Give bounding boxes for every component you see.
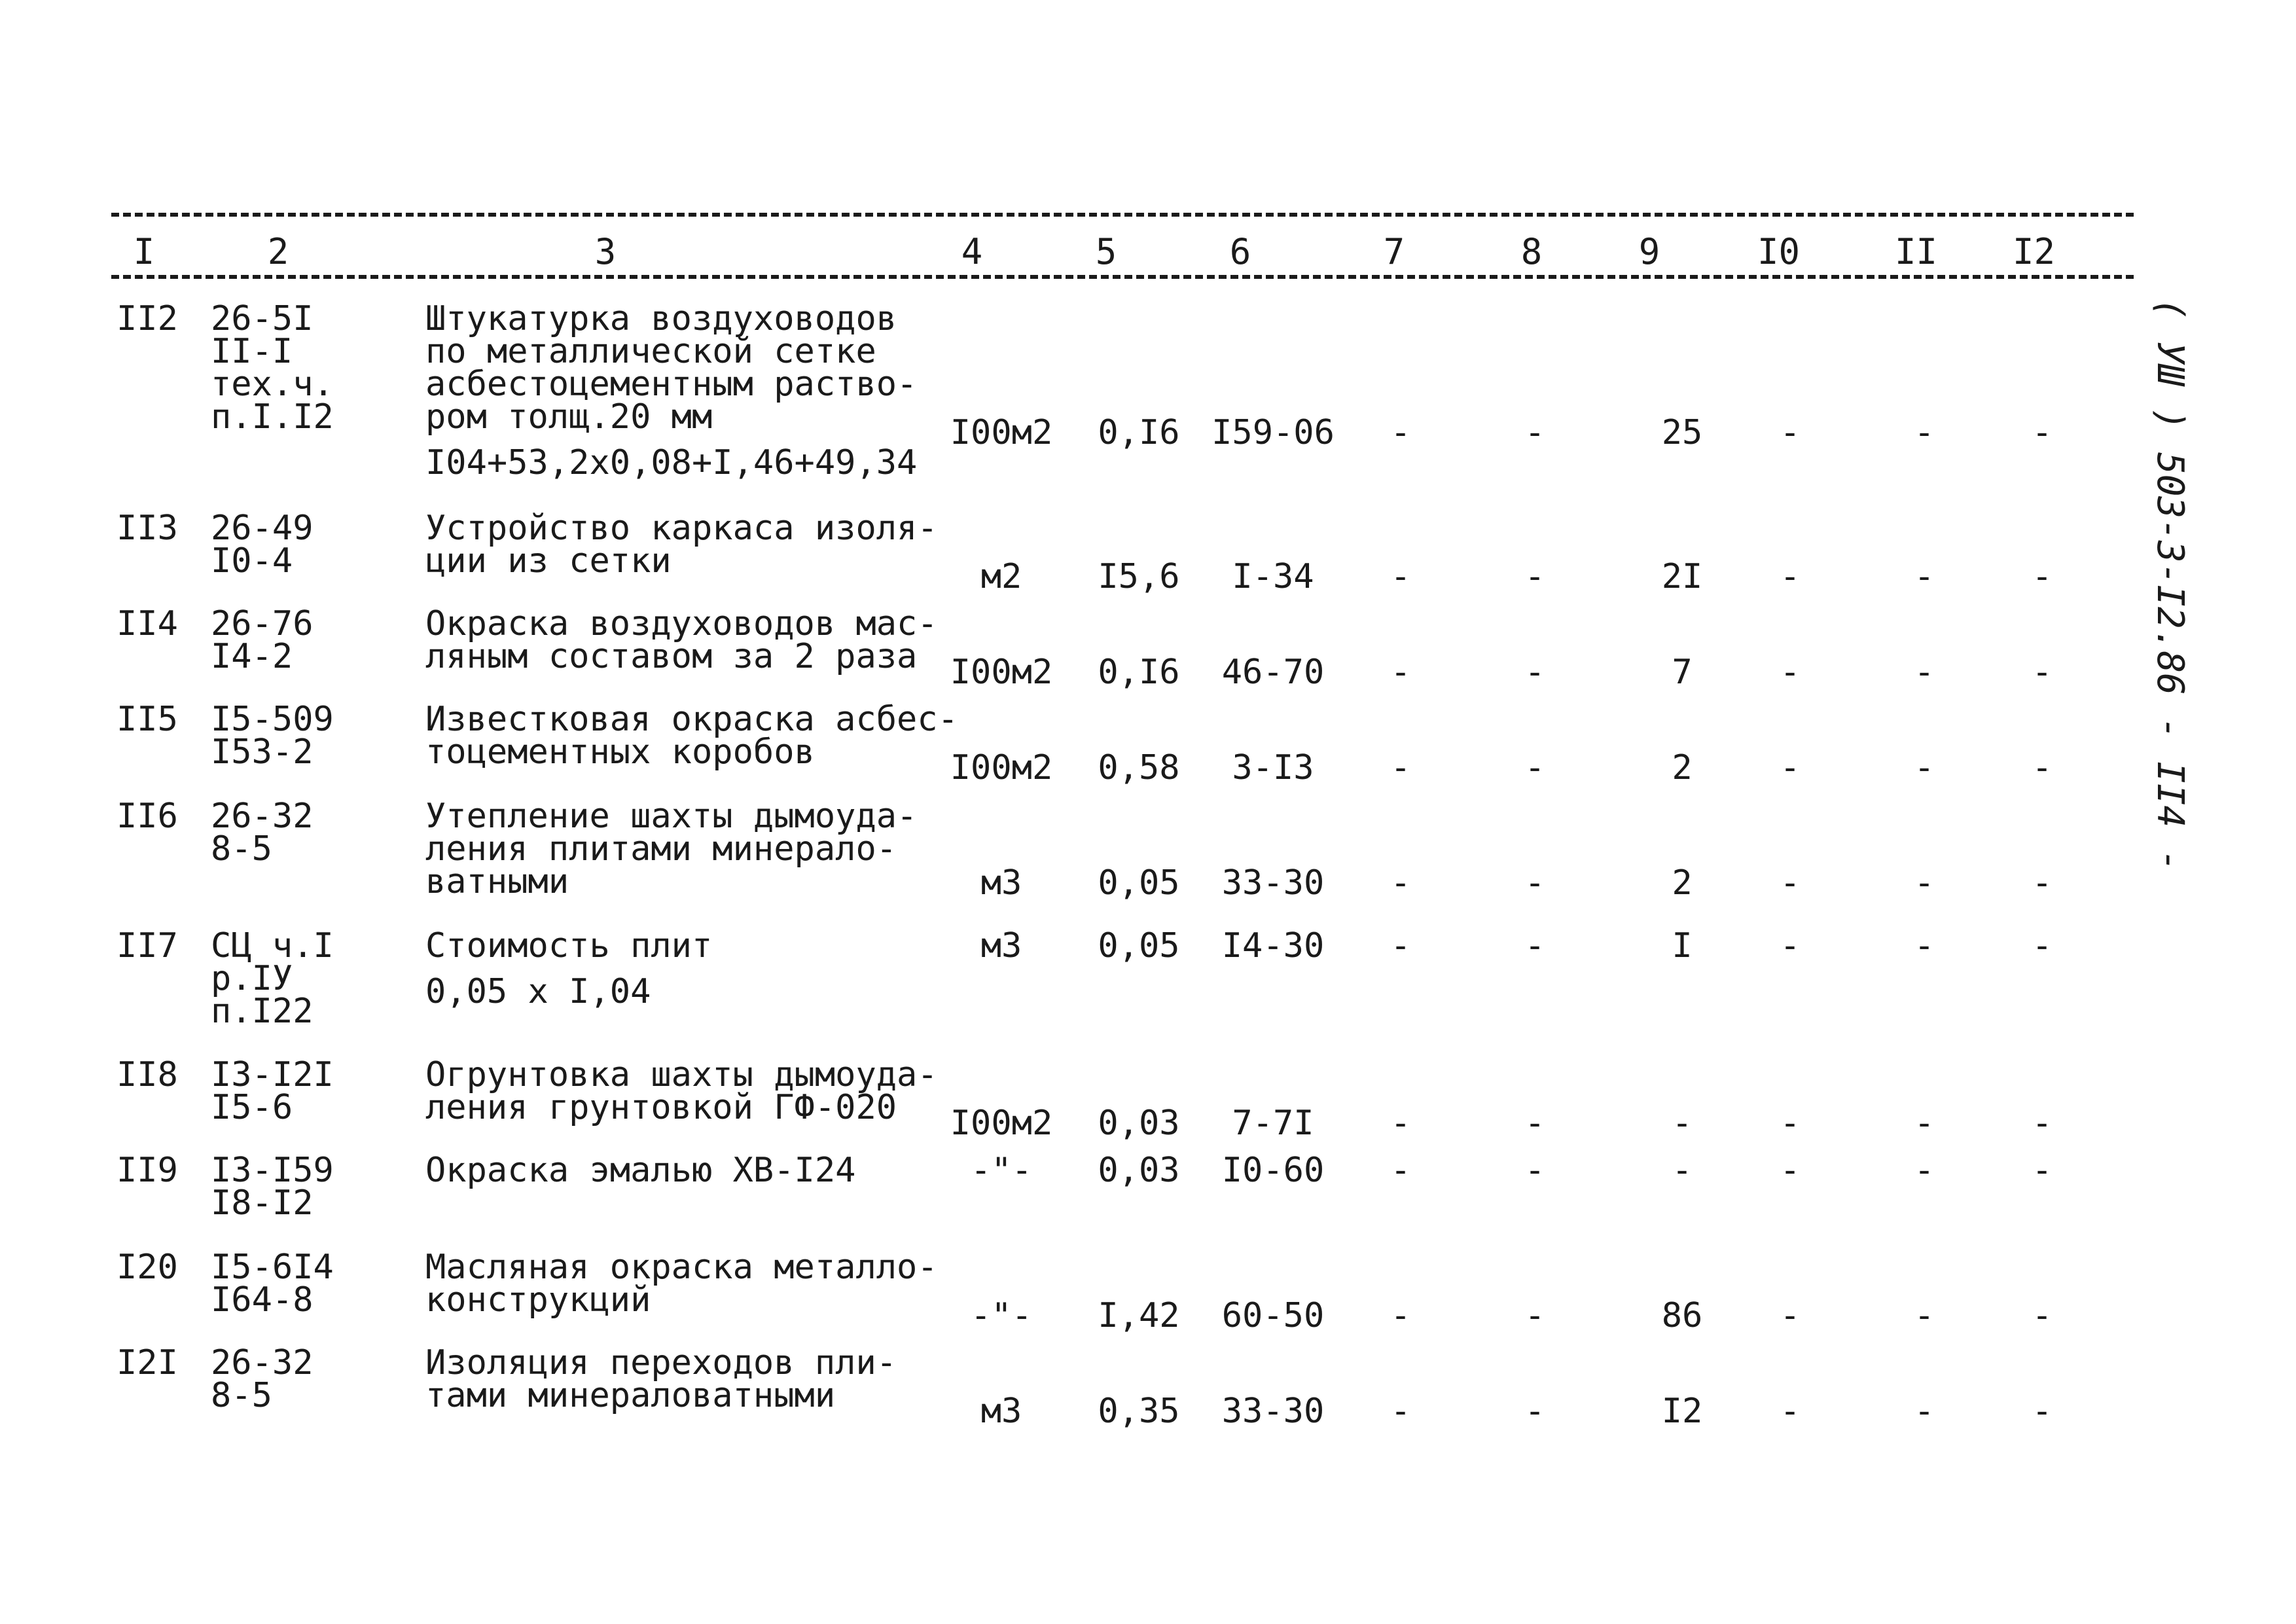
cell-desc: Штукатурка воздуховодов по металлической сетке асбестоцементным раство- ром толщ.20 мм	[425, 299, 918, 437]
cell-c9: 2I	[1661, 557, 1703, 596]
cell-price: 7-7I	[1232, 1104, 1314, 1143]
cell-price: 46-70	[1221, 653, 1325, 692]
cell-unit: м3	[980, 1392, 1022, 1431]
header-col-10: I0	[1757, 231, 1801, 272]
cell-code: 26-32 8-5	[211, 1343, 314, 1415]
cell-qty: 0,03	[1098, 1104, 1180, 1143]
cell-c7: -	[1390, 413, 1411, 452]
header-col-6: 6	[1229, 231, 1251, 272]
cell-c12: -	[2032, 748, 2053, 787]
header-col-5: 5	[1095, 231, 1117, 272]
cell-c9: I2	[1661, 1392, 1703, 1431]
cell-n: II7	[117, 926, 178, 965]
cell-c11: -	[1914, 1392, 1935, 1431]
cell-code: 26-49 I0-4	[211, 509, 314, 581]
cell-price: I-34	[1232, 557, 1314, 596]
cell-c7: -	[1390, 926, 1411, 965]
cell-c11: -	[1914, 413, 1935, 452]
cell-c12: -	[2032, 413, 2053, 452]
cell-c10: -	[1780, 863, 1801, 903]
cell-unit: I00м2	[950, 748, 1053, 787]
cell-c8: -	[1524, 748, 1545, 787]
cell-price: 3-I3	[1232, 748, 1314, 787]
cell-c8: -	[1524, 1151, 1545, 1190]
cell-unit: I00м2	[950, 1104, 1053, 1143]
cell-c8: -	[1524, 863, 1545, 903]
cell-n: II9	[117, 1151, 178, 1190]
cell-c7: -	[1390, 1392, 1411, 1431]
cell-desc: Окраска эмалью ХВ-I24	[425, 1151, 856, 1190]
header-col-2: 2	[267, 231, 289, 272]
cell-c10: -	[1780, 413, 1801, 452]
cell-calc: 0,05 х I,04	[425, 972, 651, 1011]
cell-c8: -	[1524, 413, 1545, 452]
header-col-9: 9	[1638, 231, 1660, 272]
cell-desc: Масляная окраска металло- конструкций	[425, 1248, 938, 1320]
header-col-1: I	[133, 231, 155, 272]
cell-c11: -	[1914, 1151, 1935, 1190]
cell-c9: -	[1672, 1151, 1693, 1190]
header-rule	[111, 275, 2134, 279]
cell-qty: 0,58	[1098, 748, 1180, 787]
cell-calc: I04+53,2х0,08+I,46+49,34	[425, 443, 918, 482]
cell-c11: -	[1914, 1104, 1935, 1143]
cell-code: СЦ ч.I р.IУ п.I22	[211, 926, 334, 1031]
cell-c8: -	[1524, 1392, 1545, 1431]
top-rule	[111, 213, 2134, 217]
cell-c7: -	[1390, 748, 1411, 787]
cell-code: I5-6I4 I64-8	[211, 1248, 334, 1320]
cell-c9: 2	[1672, 863, 1693, 903]
cell-c8: -	[1524, 557, 1545, 596]
cell-unit: м3	[980, 926, 1022, 965]
header-col-3: 3	[594, 231, 617, 272]
cell-unit: -"-	[971, 1151, 1032, 1190]
side-stamp: ( УШ ) 503-3-I2.86 - II4 -	[2149, 298, 2191, 872]
cell-n: II6	[117, 797, 178, 836]
cell-c10: -	[1780, 1296, 1801, 1335]
cell-n: II2	[117, 299, 178, 338]
cell-qty: I5,6	[1098, 557, 1180, 596]
header-col-11: II	[1895, 231, 1938, 272]
cell-code: 26-5I II-I тех.ч. п.I.I2	[211, 299, 334, 437]
header-col-8: 8	[1520, 231, 1543, 272]
cell-c7: -	[1390, 1151, 1411, 1190]
cell-c10: -	[1780, 748, 1801, 787]
cell-desc: Известковая окраска асбес- тоцементных коробов	[425, 700, 958, 772]
cell-c12: -	[2032, 863, 2053, 903]
cell-n: II8	[117, 1055, 178, 1094]
cell-price: I0-60	[1221, 1151, 1325, 1190]
header-col-12: I2	[2013, 231, 2056, 272]
cell-c11: -	[1914, 863, 1935, 903]
header-col-7: 7	[1383, 231, 1405, 272]
cell-c11: -	[1914, 557, 1935, 596]
cell-desc: Изоляция переходов пли- тами минераловатными	[425, 1343, 897, 1415]
cell-qty: 0,03	[1098, 1151, 1180, 1190]
cell-price: 33-30	[1221, 863, 1325, 903]
cell-c10: -	[1780, 557, 1801, 596]
cell-c9: 86	[1661, 1296, 1703, 1335]
cell-qty: 0,35	[1098, 1392, 1180, 1431]
cell-price: I59-06	[1211, 413, 1335, 452]
cell-c9: 25	[1661, 413, 1703, 452]
cell-qty: 0,05	[1098, 863, 1180, 903]
cell-c12: -	[2032, 1104, 2053, 1143]
cell-n: II3	[117, 509, 178, 548]
cell-c7: -	[1390, 1104, 1411, 1143]
cell-qty: 0,I6	[1098, 653, 1180, 692]
cell-unit: I00м2	[950, 653, 1053, 692]
cell-n: I2I	[117, 1343, 178, 1382]
cell-c7: -	[1390, 863, 1411, 903]
cell-qty: 0,I6	[1098, 413, 1180, 452]
cell-price: I4-30	[1221, 926, 1325, 965]
cell-c11: -	[1914, 926, 1935, 965]
cell-desc: Окраска воздуховодов мас- ляным составом за 2 раза	[425, 604, 938, 676]
cell-c8: -	[1524, 926, 1545, 965]
cell-code: I5-509 I53-2	[211, 700, 334, 772]
cell-n: II4	[117, 604, 178, 643]
cell-code: I3-I2I I5-6	[211, 1055, 334, 1127]
cell-c9: I	[1672, 926, 1693, 965]
cell-c12: -	[2032, 926, 2053, 965]
cell-c10: -	[1780, 653, 1801, 692]
cell-c12: -	[2032, 557, 2053, 596]
cell-c9: 2	[1672, 748, 1693, 787]
cell-unit: м2	[980, 557, 1022, 596]
cell-c7: -	[1390, 653, 1411, 692]
cell-c8: -	[1524, 1296, 1545, 1335]
cell-desc: Утепление шахты дымоуда- ления плитами минерало- ватными	[425, 797, 918, 901]
cell-c10: -	[1780, 1151, 1801, 1190]
cell-c12: -	[2032, 1296, 2053, 1335]
cell-c7: -	[1390, 1296, 1411, 1335]
cell-qty: I,42	[1098, 1296, 1180, 1335]
cell-c10: -	[1780, 1104, 1801, 1143]
cell-price: 33-30	[1221, 1392, 1325, 1431]
cell-c11: -	[1914, 1296, 1935, 1335]
cell-desc: Устройство каркаса изоля- ции из сетки	[425, 509, 938, 581]
cell-c12: -	[2032, 1151, 2053, 1190]
cell-c11: -	[1914, 653, 1935, 692]
cell-c8: -	[1524, 1104, 1545, 1143]
cell-c9: 7	[1672, 653, 1693, 692]
cell-code: I3-I59 I8-I2	[211, 1151, 334, 1223]
cell-c12: -	[2032, 653, 2053, 692]
cell-code: 26-32 8-5	[211, 797, 314, 869]
cell-unit: I00м2	[950, 413, 1053, 452]
cell-c9: -	[1672, 1104, 1693, 1143]
cell-c10: -	[1780, 1392, 1801, 1431]
cell-c10: -	[1780, 926, 1801, 965]
cell-code: 26-76 I4-2	[211, 604, 314, 676]
cell-price: 60-50	[1221, 1296, 1325, 1335]
cell-c11: -	[1914, 748, 1935, 787]
cell-unit: м3	[980, 863, 1022, 903]
cell-unit: -"-	[971, 1296, 1032, 1335]
cell-c8: -	[1524, 653, 1545, 692]
cell-desc: Огрунтовка шахты дымоуда- ления грунтовкой ГФ-020	[425, 1055, 938, 1127]
cell-desc: Стоимость плит	[425, 926, 713, 965]
cell-c7: -	[1390, 557, 1411, 596]
cell-qty: 0,05	[1098, 926, 1180, 965]
cell-n: I20	[117, 1248, 178, 1287]
cell-n: II5	[117, 700, 178, 739]
header-col-4: 4	[961, 231, 983, 272]
cell-c12: -	[2032, 1392, 2053, 1431]
